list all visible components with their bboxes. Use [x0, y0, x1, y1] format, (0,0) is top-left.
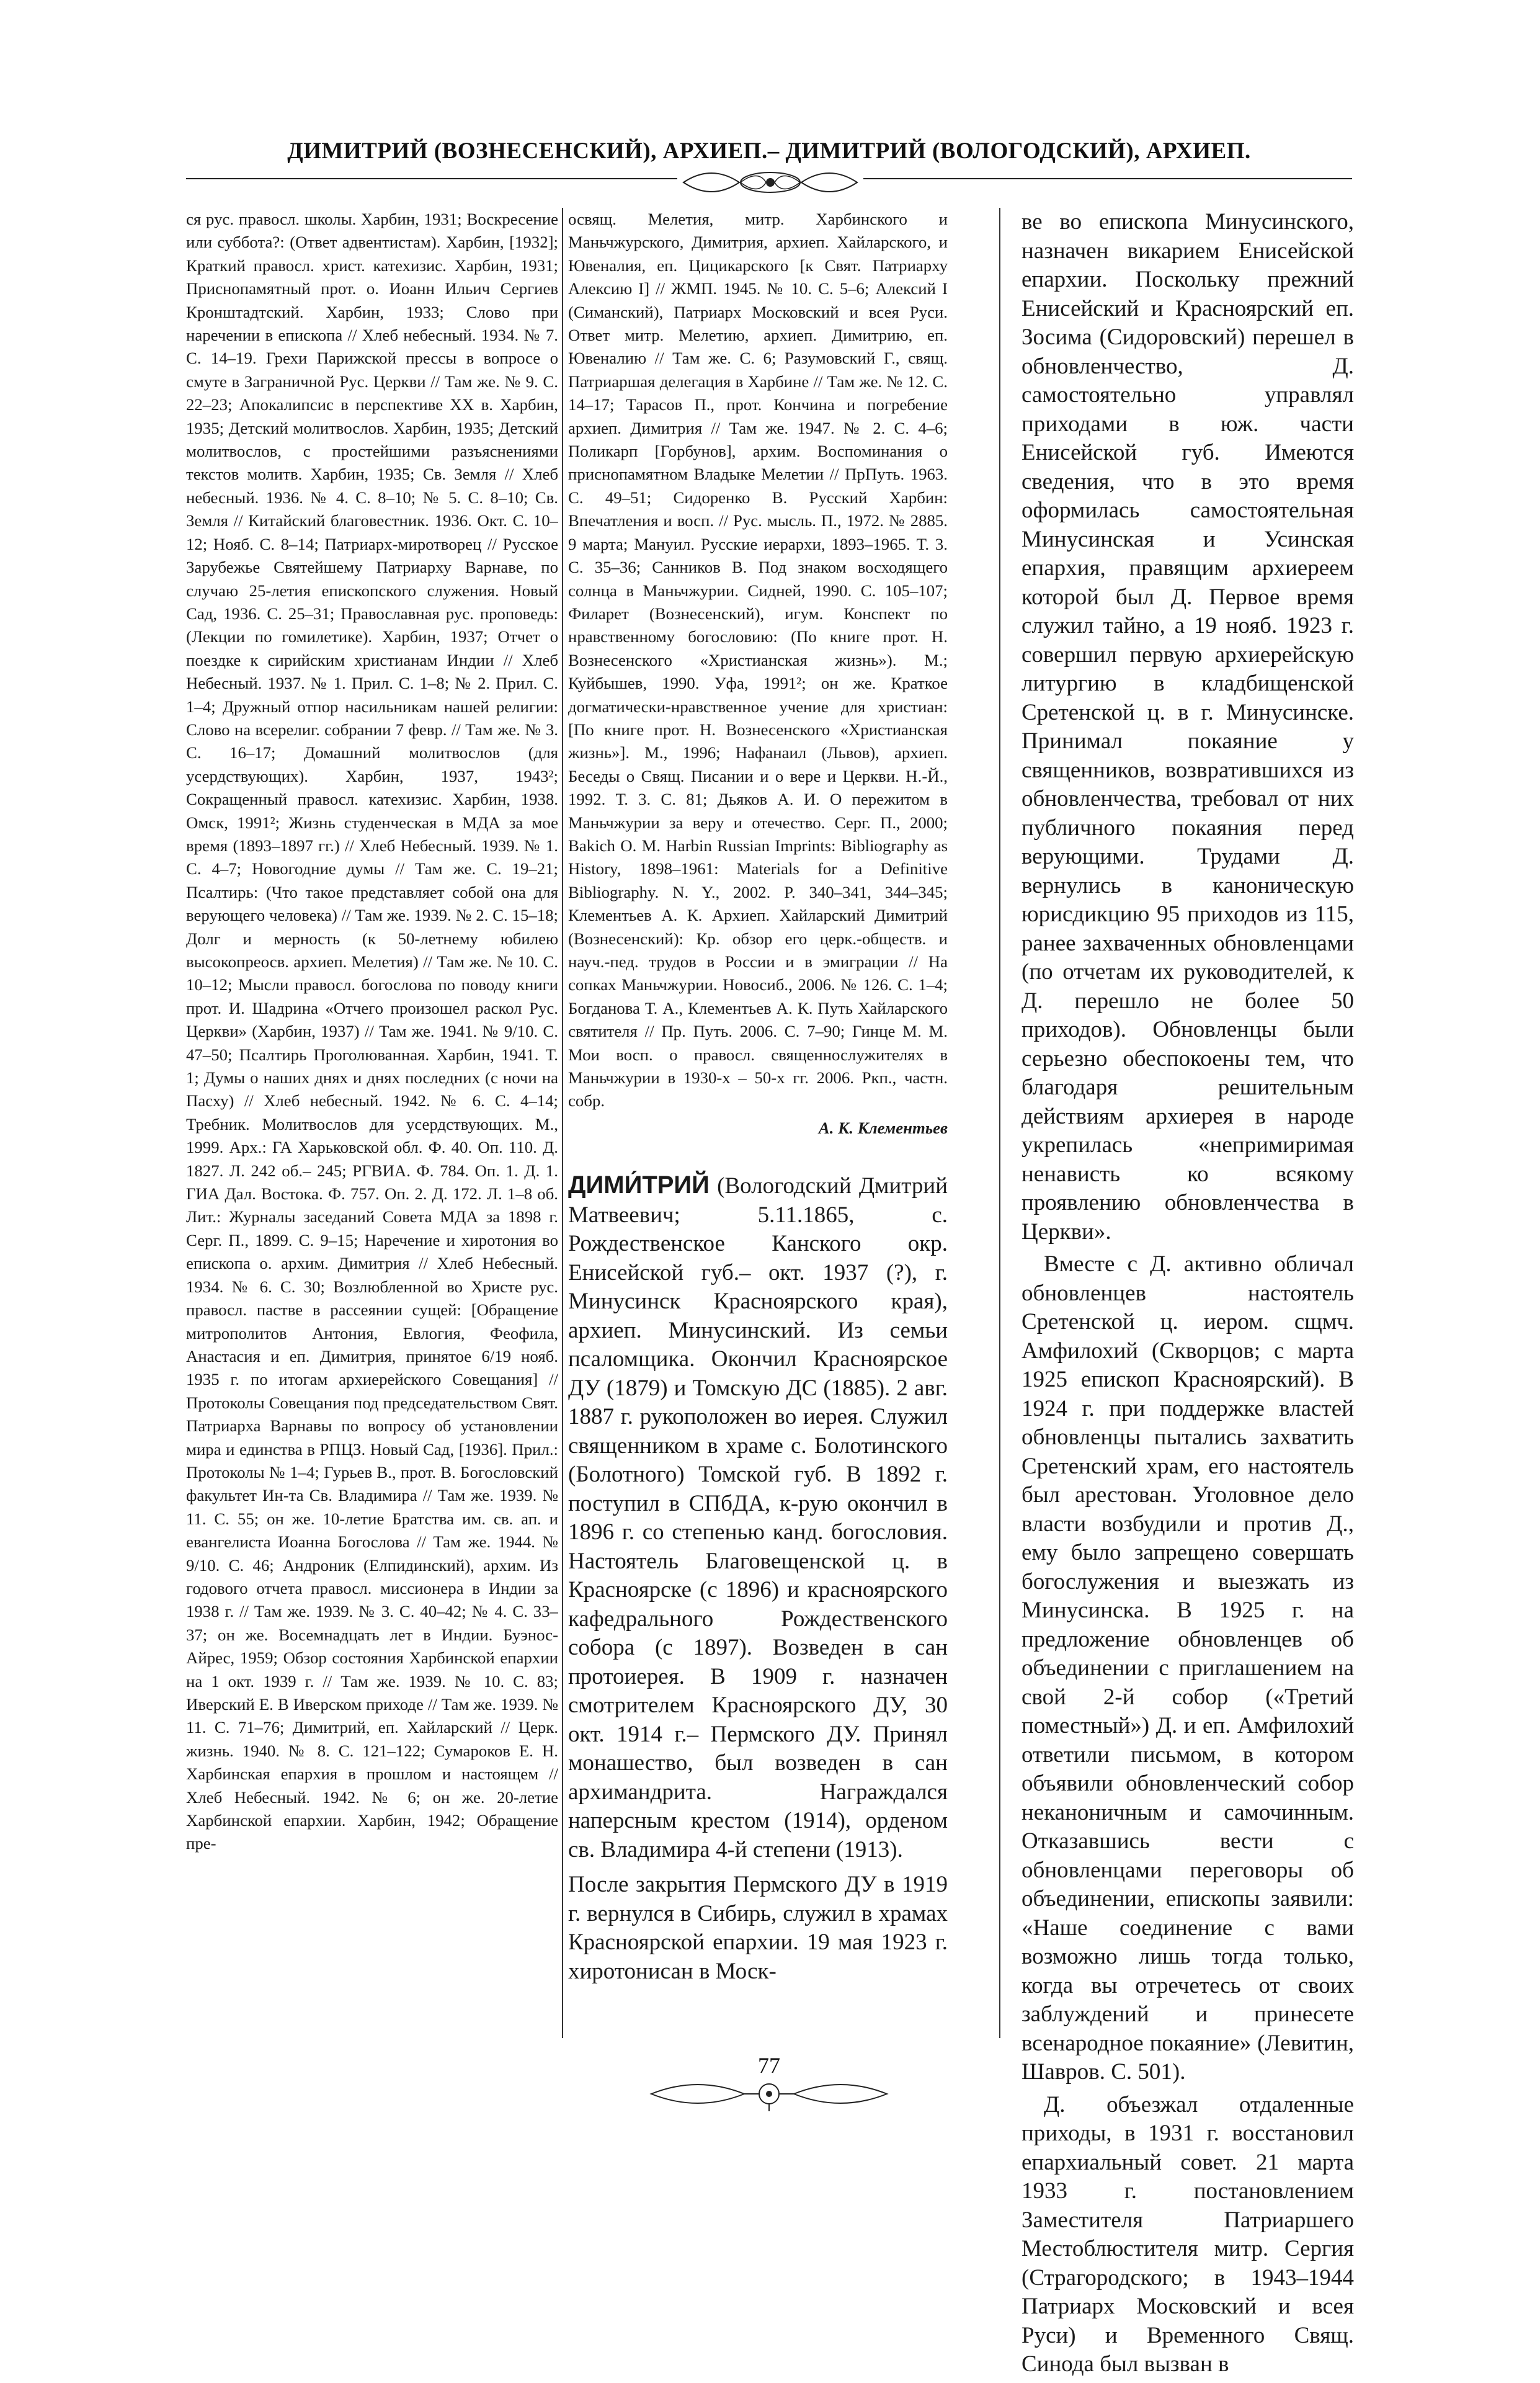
article-paragraph: После закрытия Пермского ДУ в 1919 г. вернулся в Сибирь, служил в храмах Красноярской епархии. 19 мая 1923 г. хиротонисан в Моск-: [568, 1872, 948, 1984]
column-right: [1021, 208, 1354, 2383]
bibliography-text-continued: освящ. Мелетия, митр. Харбинского и Маньчжурского, Димитрия, архиеп. Хайларского, и Ювеналия, еп. Цицикарского [к Свят. Патриарху Алексию I] // ЖМП. 1945. № 10. С. 5–6; Алексий I (Симанский), Патриарх Московский и всея Руси. Ответ митр. Мелетию, архиеп. Димитрию, еп. Ювеналию // Там же. С. 6; Разумовский Г., свящ. Патриаршая делегация в Харбине // Там же. № 12. С. 14–17; Тарасов П., прот. Кончина и погребение архиеп. Димитрия // Там же. 1947. № 2. С. 4–6; Поликарп [Горбунов], архим. Воспоминания о приснопамятном Владыке Мелетии // ПрПуть. 1963. С. 49–51; Сидоренко В. Русский Харбин: Впечатления и восп. // Рус. мысль. П., 1972. № 2885. 9 марта; Мануил. Русские иерархи, 1893–1965. Т. 3. С. 35–36; Санников В. Под знаком восходящего солнца в Маньчжурии. Сидней, 1990. С. 105–107; Филарет (Вознесенский), игум. Конспект по нравственному богословию: (По книге прот. Н. Вознесенского «Христианская жизнь»). М.; Куйбышев, 1990. Уфа, 1991²; он же. Краткое догматически-нравственное учение для христиан: [По книге прот. Н. Вознесенского «Христианская жизнь»]. М., 1996; Нафанаил (Львов), архиеп. Беседы о Свящ. Писании и о вере и Церкви. Н.-Й., 1992. Т. 3. С. 81; Дьяков А. И. О пережитом в Маньчжурии за веру и отечество. Серг. П., 2000; Bakich O. M. Harbin Russian Imprints: Bibliography as History, 1898–1961: Materials for a Definitive Bibliography. N. Y., 2002. P. 340–341, 344–345; Клементьев А. К. Архиеп. Хайларский Димитрий (Вознесенский): Кр. обзор его церк.-обществ. и науч.-пед. трудов в России и в эмиграции // На сопках Маньчжурии. Новосиб., 2006. № 126. С. 1–4; Богданова Т. А., Клементьев А. К. Путь Хайларского святителя // Пр. Путь. 2006. С. 7–90; Гинце М. М. Мои восп. о правосл. священнослужителях в Маньчжурии в 1930-х – 50-х гг. 2006. Ркп., частн. собр.: [568, 210, 948, 1111]
article-headword: ДИМИ́ТРИЙ: [568, 1171, 710, 1199]
article-paragraph: Вместе с Д. активно обличал обновленцев настоятель Сретенской ц. иером. сщмч. Амфилохий (Скворцов; с марта 1925 епископ Красноярский). В 1924 г. при поддержке властей обновленцы пытались захватить Сретенский храм, его настоятель был арестован. Уголовное дело власти возбудили и против Д., ему было запрещено совершать богослужения и выезжать из Минусинска. В 1925 г. на предложение обновленцев об объединении с приглашением на свой 2-й собор («Третий поместный») Д. и еп. Амфилохий ответили письмом, в котором объявили обновленческий собор неканоничным и самочинным. Отказавшись вести с обновленцами переговоры об объединении, епископы заявили: «Наше соединение с вами возможно лишь тогда только, когда вы отречетесь от своих заблуждений и принесете всенародное покаяние» (Левитин, Шавров. С. 501).: [1021, 1251, 1354, 2085]
article-intro: (Вологодский Дмитрий Матвеевич; 5.11.1865, с. Рождественское Канского окр. Енисейской губ.– окт. 1937 (?), г. Минусинск Красноярского края), архиеп. Минусинский. Из семьи псаломщика. Окончил Красноярское ДУ (1879) и Томскую ДС (1885). 2 авг. 1887 г. рукоположен во иерея. Служил священником в храме с. Болотинского (Болотного) Томской губ. В 1892 г. поступил в СПбДА, к-рую окончил в 1896 г. со степенью канд. богословия. Настоятель Благовещенской ц. в Красноярске (с 1896) и красноярского кафедрального Рождественского собора (с 1897). Возведен в сан протоиерея. В 1909 г. назначен смотрителем Красноярского ДУ, 30 окт. 1914 г.– Пермского ДУ. Принял монашество, был возведен в сан архимандрита. Награждался наперсным крестом (1914), орденом св. Владимира 4-й степени (1913).: [568, 1173, 948, 1862]
page-number: 77: [758, 2053, 780, 2078]
footer-ornament-icon: [645, 2075, 893, 2113]
column-middle: [568, 208, 948, 1986]
article-dimitriy-vologodskiy: [568, 1171, 948, 1864]
article-paragraph: Д. объезжал отдаленные приходы, в 1931 г. восстановил епархиальный совет. 21 марта 1933 г. постановлением Заместителя Патриаршего Местоблюстителя митр. Сергия (Страгородского; в 1943–1944 Патриарх Московский и всея Руси) и Временного Свящ. Синода был вызван в: [1021, 2091, 1354, 2377]
column-left: [186, 208, 558, 1856]
article-paragraph: ве во епископа Минусинского, назначен викарием Енисейской епархии. Поскольку прежний Енисейский и Красноярский еп. Зосима (Сидоровский) перешел в обновленчество, Д. самостоятельно управлял приходами в юж. части Енисейской губ. Имеются сведения, что в это время оформилась самостоятельная Минусинская и Усинская епархия, правящим архиереем которой был Д. Первое время служил тайно, а 19 нояб. 1923 г. совершил первую архиерейскую литургию в кладбищенской Сретенской ц. в г. Минусинске. Принимал покаяние у священников, возвратившихся из обновленчества, требовал от них публичного покаяния перед верующими. Трудами Д. вернулись в каноническую юрисдикцию 95 приходов из 115, ранее захваченных обновленцами (по отчетам их руководителей, к Д. перешло не более 50 приходов). Обновленцы были серьезно обеспокоены тем, что благодаря решительным действиям архиерея в народе укрепилась «непримиримая ненависть ко всякому проявлению обновленчества в Церкви».: [1021, 209, 1354, 1245]
header-ornament-icon: [677, 166, 863, 199]
column-divider: [999, 208, 1000, 2038]
bibliography-text: ся рус. правосл. школы. Харбин, 1931; Воскресение или суббота?: (Ответ адвентистам). Харбин, [1932]; Краткий правосл. христ. катехизис. Харбин, 1931; Приснопамятный прот. о. Иоанн Ильич Сергиев Кронштадтский. Харбин, 1933; Слово при наречении в епископа // Хлеб небесный. 1934. № 7. С. 14–19. Грехи Парижской прессы в вопросе о смуте в Заграничной Рус. Церкви // Там же. № 9. С. 22–23; Апокалипсис в перспективе XX в. Харбин, 1935; Детский молитвослов. Харбин, 1935; Детский молитвослов, с простейшими разъяснениями текстов молитв. Харбин, 1935; Св. Земля // Хлеб небесный. 1936. № 4. С. 8–10; № 5. С. 8–10; Св. Земля // Китайский благовестник. 1936. Окт. С. 10–12; Нояб. С. 8–14; Патриарх-миротворец // Русское Зарубежье Святейшему Патриарху Варнаве, по случаю 25-летия епископского служения. Новый Сад, 1936. С. 25–31; Православная рус. проповедь: (Лекции по гомилетике). Харбин, 1937; Отчет о поездке к сирийским христианам Индии // Хлеб Небесный. 1937. № 1. Прил. С. 1–8; № 2. Прил. С. 1–4; Дружный отпор насильникам нашей религии: Слово на всерелиг. собрании 7 февр. // Там же. № 3. С. 16–17; Домашний молитвослов (для усердствующих). Харбин, 1937, 1943²; Сокращенный правосл. катехизис. Харбин, 1938. Омск, 1991²; Жизнь студенческая в МДА за мое время (1893–1897 гг.) // Хлеб Небесный. 1939. № 1. С. 4–7; Новогодние думы // Там же. С. 19–21; Псалтирь: (Что такое представляет собой она для верующего человека) // Там же. 1939. № 2. С. 15–18; Долг и мерность (к 50-летнему юбилею высокопреосв. архиеп. Мелетия) // Там же. № 10. С. 10–12; Мысли правосл. богослова по поводу книги прот. И. Шадрина «Отчего произошел раскол Рус. Церкви» (Харбин, 1937) // Там же. 1941. № 9/10. С. 47–50; Псалтирь Проголюванная. Харбин, 1941. Т. 1; Думы о наших днях и днях последних (с ночи на Пасху) // Хлеб небесный. 1942. № 6. С. 4–14; Требник. Молитвослов для усердствующих. М., 1999. Арх.: ГА Харьковской обл. Ф. 40. Оп. 110. Д. 1827. Л. 242 об.– 245; РГВИА. Ф. 784. Оп. 1. Д. 1. ГИА Дал. Востока. Ф. 757. Оп. 2. Д. 172. Л. 1–8 об. Лит.: Журналы заседаний Совета МДА за 1898 г. Серг. П., 1899. С. 9–15; Наречение и хиротония во епископа о. архим. Димитрия // Хлеб Небесный. 1934. № 6. С. 30; Возлюбленной во Христе рус. правосл. пастве в рассеянии сущей: [Обращение митрополитов Антония, Евлогия, Феофила, Анастасия и еп. Димитрия, принятое 6/19 нояб. 1935 г. по итогам архиерейского Совещания] // Протоколы Совещания под председательством Свят. Патриарха Варнавы по вопросу об установлении мира и единства в РПЦЗ. Новый Сад, [1936]. Прил.: Протоколы № 1–4; Гурьев В., прот. В. Богословский факультет Ин-та Св. Владимира // Там же. 1939. № 11. С. 55; он же. 10-летие Братства им. св. ап. и евангелиста Иоанна Богослова // Там же. 1944. № 9/10. С. 46; Андроник (Елпидинский), архим. Из годового отчета правосл. миссионера в Индии за 1938 г. // Там же. 1939. № 3. С. 40–42; № 4. С. 33–37; он же. Восемнадцать лет в Индии. Буэнос-Айрес, 1959; Обзор состояния Харбинской епархии на 1 окт. 1939 г. // Там же. 1939. № 10. С. 83; Иверский Е. В Иверском приходе // Там же. 1939. № 11. С. 71–76; Димитрий, еп. Хайларский // Церк. жизнь. 1940. № 8. С. 121–122; Сумароков Е. Н. Харбинская епархия в прошлом и настоящем // Хлеб Небесный. 1942. № 6; он же. 20-летие Харбинской епархии. Харбин, 1942; Обращение пре-: [186, 210, 558, 1853]
article-author: А. К. Клементьев: [818, 1118, 948, 1137]
column-divider: [562, 208, 563, 2038]
running-head: ДИМИТРИЙ (ВОЗНЕСЕНСКИЙ), АРХИЕП.– ДИМИТРИЙ (ВОЛОГОДСКИЙ), АРХИЕП.: [287, 138, 1251, 164]
